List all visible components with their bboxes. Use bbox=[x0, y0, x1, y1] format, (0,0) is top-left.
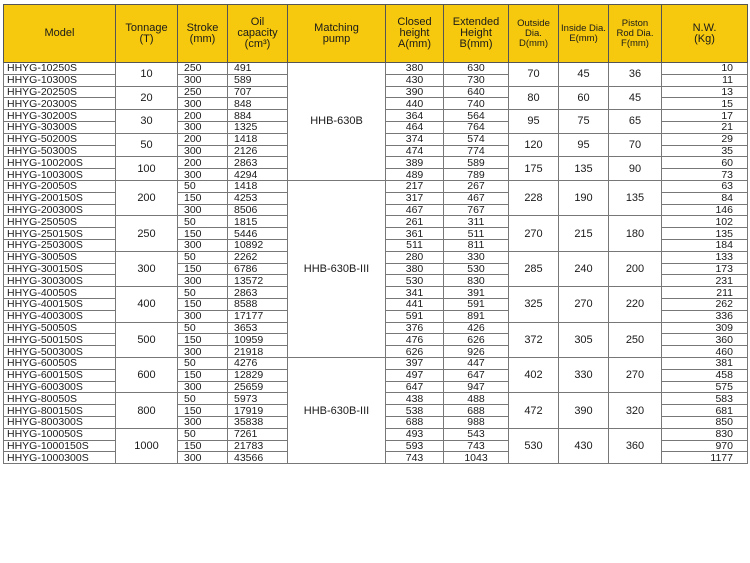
outside-dia-cell: 175 bbox=[509, 157, 559, 181]
closed-height-cell: 390 bbox=[386, 86, 444, 98]
extended-height-cell: 530 bbox=[444, 263, 509, 275]
spec-table-body bbox=[4, 63, 748, 464]
tonnage-cell: 250 bbox=[116, 216, 178, 251]
outside-dia-cell: 530 bbox=[509, 428, 559, 463]
tonnage-cell: 1000 bbox=[116, 428, 178, 463]
model-cell: HHYG-100300S bbox=[4, 169, 116, 181]
extended-height-cell: 574 bbox=[444, 133, 509, 145]
header-inside-dia: Inside Dia. E(mm) bbox=[559, 5, 609, 63]
stroke-cell: 300 bbox=[178, 275, 228, 287]
stroke-cell: 300 bbox=[178, 169, 228, 181]
header-stroke: Stroke (mm) bbox=[178, 5, 228, 63]
closed-height-cell: 440 bbox=[386, 98, 444, 110]
net-weight-cell: 262 bbox=[662, 298, 748, 310]
oil-capacity-cell: 848 bbox=[228, 98, 288, 110]
model-cell: HHYG-10300S bbox=[4, 74, 116, 86]
net-weight-cell: 15 bbox=[662, 98, 748, 110]
rod-dia-cell: 90 bbox=[609, 157, 662, 181]
header-oil-capacity: Oil capacity (cm³) bbox=[228, 5, 288, 63]
inside-dia-cell: 135 bbox=[559, 157, 609, 181]
net-weight-cell: 173 bbox=[662, 263, 748, 275]
extended-height-cell: 488 bbox=[444, 393, 509, 405]
model-cell: HHYG-30300S bbox=[4, 121, 116, 133]
net-weight-cell: 35 bbox=[662, 145, 748, 157]
extended-height-cell: 467 bbox=[444, 192, 509, 204]
header-tonnage: Tonnage (T) bbox=[116, 5, 178, 63]
stroke-cell: 250 bbox=[178, 63, 228, 75]
model-cell: HHYG-300150S bbox=[4, 263, 116, 275]
net-weight-cell: 146 bbox=[662, 204, 748, 216]
outside-dia-cell: 80 bbox=[509, 86, 559, 110]
oil-capacity-cell: 3653 bbox=[228, 322, 288, 334]
table-row bbox=[4, 63, 748, 75]
oil-capacity-cell: 13572 bbox=[228, 275, 288, 287]
oil-capacity-cell: 7261 bbox=[228, 428, 288, 440]
stroke-cell: 50 bbox=[178, 180, 228, 192]
net-weight-cell: 84 bbox=[662, 192, 748, 204]
closed-height-cell: 217 bbox=[386, 180, 444, 192]
extended-height-cell: 891 bbox=[444, 310, 509, 322]
inside-dia-cell: 215 bbox=[559, 216, 609, 251]
net-weight-cell: 460 bbox=[662, 346, 748, 358]
stroke-cell: 50 bbox=[178, 287, 228, 299]
closed-height-cell: 476 bbox=[386, 334, 444, 346]
extended-height-cell: 740 bbox=[444, 98, 509, 110]
oil-capacity-cell: 5446 bbox=[228, 228, 288, 240]
matching-pump-cell: HHB-630B-III bbox=[288, 357, 386, 463]
oil-capacity-cell: 10892 bbox=[228, 239, 288, 251]
oil-capacity-cell: 4294 bbox=[228, 169, 288, 181]
header-row bbox=[4, 5, 748, 63]
stroke-cell: 200 bbox=[178, 133, 228, 145]
stroke-cell: 200 bbox=[178, 110, 228, 122]
extended-height-cell: 647 bbox=[444, 369, 509, 381]
stroke-cell: 150 bbox=[178, 263, 228, 275]
model-cell: HHYG-1000300S bbox=[4, 452, 116, 464]
extended-height-cell: 767 bbox=[444, 204, 509, 216]
stroke-cell: 200 bbox=[178, 157, 228, 169]
closed-height-cell: 376 bbox=[386, 322, 444, 334]
tonnage-cell: 500 bbox=[116, 322, 178, 357]
extended-height-cell: 789 bbox=[444, 169, 509, 181]
stroke-cell: 300 bbox=[178, 98, 228, 110]
oil-capacity-cell: 4276 bbox=[228, 357, 288, 369]
stroke-cell: 50 bbox=[178, 322, 228, 334]
net-weight-cell: 133 bbox=[662, 251, 748, 263]
matching-pump-cell: HHB-630B-III bbox=[288, 180, 386, 357]
extended-height-cell: 688 bbox=[444, 405, 509, 417]
tonnage-cell: 200 bbox=[116, 180, 178, 215]
net-weight-cell: 29 bbox=[662, 133, 748, 145]
extended-height-cell: 811 bbox=[444, 239, 509, 251]
closed-height-cell: 688 bbox=[386, 416, 444, 428]
extended-height-cell: 630 bbox=[444, 63, 509, 75]
closed-height-cell: 591 bbox=[386, 310, 444, 322]
stroke-cell: 50 bbox=[178, 216, 228, 228]
inside-dia-cell: 240 bbox=[559, 251, 609, 286]
header-outside-dia: Outside Dia. D(mm) bbox=[509, 5, 559, 63]
model-cell: HHYG-80050S bbox=[4, 393, 116, 405]
net-weight-cell: 360 bbox=[662, 334, 748, 346]
oil-capacity-cell: 8506 bbox=[228, 204, 288, 216]
stroke-cell: 50 bbox=[178, 357, 228, 369]
outside-dia-cell: 95 bbox=[509, 110, 559, 134]
model-cell: HHYG-100050S bbox=[4, 428, 116, 440]
oil-capacity-cell: 491 bbox=[228, 63, 288, 75]
table-row bbox=[4, 357, 748, 369]
net-weight-cell: 11 bbox=[662, 74, 748, 86]
stroke-cell: 300 bbox=[178, 381, 228, 393]
net-weight-cell: 13 bbox=[662, 86, 748, 98]
oil-capacity-cell: 21783 bbox=[228, 440, 288, 452]
model-cell: HHYG-60050S bbox=[4, 357, 116, 369]
spec-table bbox=[3, 4, 748, 464]
inside-dia-cell: 330 bbox=[559, 357, 609, 392]
stroke-cell: 300 bbox=[178, 74, 228, 86]
extended-height-cell: 988 bbox=[444, 416, 509, 428]
inside-dia-cell: 430 bbox=[559, 428, 609, 463]
inside-dia-cell: 60 bbox=[559, 86, 609, 110]
oil-capacity-cell: 25659 bbox=[228, 381, 288, 393]
model-cell: HHYG-20050S bbox=[4, 180, 116, 192]
stroke-cell: 300 bbox=[178, 145, 228, 157]
net-weight-cell: 575 bbox=[662, 381, 748, 393]
oil-capacity-cell: 4253 bbox=[228, 192, 288, 204]
header-extended-height: Extended Height B(mm) bbox=[444, 5, 509, 63]
closed-height-cell: 530 bbox=[386, 275, 444, 287]
closed-height-cell: 441 bbox=[386, 298, 444, 310]
extended-height-cell: 764 bbox=[444, 121, 509, 133]
oil-capacity-cell: 10959 bbox=[228, 334, 288, 346]
inside-dia-cell: 390 bbox=[559, 393, 609, 428]
closed-height-cell: 389 bbox=[386, 157, 444, 169]
extended-height-cell: 591 bbox=[444, 298, 509, 310]
oil-capacity-cell: 21918 bbox=[228, 346, 288, 358]
header-model: Model bbox=[4, 5, 116, 63]
model-cell: HHYG-30050S bbox=[4, 251, 116, 263]
header-rod-dia: Piston Rod Dia. F(mm) bbox=[609, 5, 662, 63]
net-weight-cell: 850 bbox=[662, 416, 748, 428]
rod-dia-cell: 70 bbox=[609, 133, 662, 157]
outside-dia-cell: 70 bbox=[509, 63, 559, 87]
closed-height-cell: 489 bbox=[386, 169, 444, 181]
oil-capacity-cell: 2863 bbox=[228, 287, 288, 299]
stroke-cell: 300 bbox=[178, 239, 228, 251]
extended-height-cell: 743 bbox=[444, 440, 509, 452]
closed-height-cell: 497 bbox=[386, 369, 444, 381]
extended-height-cell: 391 bbox=[444, 287, 509, 299]
model-cell: HHYG-400300S bbox=[4, 310, 116, 322]
rod-dia-cell: 135 bbox=[609, 180, 662, 215]
inside-dia-cell: 270 bbox=[559, 287, 609, 322]
model-cell: HHYG-25050S bbox=[4, 216, 116, 228]
tonnage-cell: 400 bbox=[116, 287, 178, 322]
closed-height-cell: 374 bbox=[386, 133, 444, 145]
closed-height-cell: 438 bbox=[386, 393, 444, 405]
extended-height-cell: 543 bbox=[444, 428, 509, 440]
tonnage-cell: 800 bbox=[116, 393, 178, 428]
closed-height-cell: 647 bbox=[386, 381, 444, 393]
extended-height-cell: 267 bbox=[444, 180, 509, 192]
extended-height-cell: 830 bbox=[444, 275, 509, 287]
header-net-weight: N.W. (Kg) bbox=[662, 5, 748, 63]
model-cell: HHYG-50050S bbox=[4, 322, 116, 334]
extended-height-cell: 774 bbox=[444, 145, 509, 157]
net-weight-cell: 17 bbox=[662, 110, 748, 122]
oil-capacity-cell: 1418 bbox=[228, 180, 288, 192]
oil-capacity-cell: 35838 bbox=[228, 416, 288, 428]
stroke-cell: 300 bbox=[178, 310, 228, 322]
closed-height-cell: 361 bbox=[386, 228, 444, 240]
closed-height-cell: 380 bbox=[386, 263, 444, 275]
closed-height-cell: 743 bbox=[386, 452, 444, 464]
inside-dia-cell: 190 bbox=[559, 180, 609, 215]
rod-dia-cell: 250 bbox=[609, 322, 662, 357]
stroke-cell: 50 bbox=[178, 428, 228, 440]
oil-capacity-cell: 884 bbox=[228, 110, 288, 122]
net-weight-cell: 211 bbox=[662, 287, 748, 299]
oil-capacity-cell: 6786 bbox=[228, 263, 288, 275]
rod-dia-cell: 270 bbox=[609, 357, 662, 392]
net-weight-cell: 231 bbox=[662, 275, 748, 287]
oil-capacity-cell: 8588 bbox=[228, 298, 288, 310]
model-cell: HHYG-800150S bbox=[4, 405, 116, 417]
oil-capacity-cell: 5973 bbox=[228, 393, 288, 405]
closed-height-cell: 467 bbox=[386, 204, 444, 216]
tonnage-cell: 50 bbox=[116, 133, 178, 157]
net-weight-cell: 830 bbox=[662, 428, 748, 440]
oil-capacity-cell: 2126 bbox=[228, 145, 288, 157]
closed-height-cell: 261 bbox=[386, 216, 444, 228]
tonnage-cell: 20 bbox=[116, 86, 178, 110]
outside-dia-cell: 472 bbox=[509, 393, 559, 428]
stroke-cell: 150 bbox=[178, 298, 228, 310]
model-cell: HHYG-250150S bbox=[4, 228, 116, 240]
oil-capacity-cell: 17919 bbox=[228, 405, 288, 417]
tonnage-cell: 100 bbox=[116, 157, 178, 181]
closed-height-cell: 464 bbox=[386, 121, 444, 133]
net-weight-cell: 381 bbox=[662, 357, 748, 369]
stroke-cell: 250 bbox=[178, 86, 228, 98]
inside-dia-cell: 45 bbox=[559, 63, 609, 87]
closed-height-cell: 493 bbox=[386, 428, 444, 440]
model-cell: HHYG-600300S bbox=[4, 381, 116, 393]
net-weight-cell: 63 bbox=[662, 180, 748, 192]
extended-height-cell: 426 bbox=[444, 322, 509, 334]
rod-dia-cell: 36 bbox=[609, 63, 662, 87]
header-matching-pump: Matching pump bbox=[288, 5, 386, 63]
net-weight-cell: 970 bbox=[662, 440, 748, 452]
extended-height-cell: 626 bbox=[444, 334, 509, 346]
outside-dia-cell: 325 bbox=[509, 287, 559, 322]
model-cell: HHYG-30200S bbox=[4, 110, 116, 122]
extended-height-cell: 589 bbox=[444, 157, 509, 169]
closed-height-cell: 364 bbox=[386, 110, 444, 122]
model-cell: HHYG-400150S bbox=[4, 298, 116, 310]
stroke-cell: 300 bbox=[178, 416, 228, 428]
net-weight-cell: 309 bbox=[662, 322, 748, 334]
rod-dia-cell: 200 bbox=[609, 251, 662, 286]
model-cell: HHYG-200300S bbox=[4, 204, 116, 216]
extended-height-cell: 330 bbox=[444, 251, 509, 263]
stroke-cell: 300 bbox=[178, 452, 228, 464]
extended-height-cell: 447 bbox=[444, 357, 509, 369]
oil-capacity-cell: 1418 bbox=[228, 133, 288, 145]
table-row bbox=[4, 180, 748, 192]
stroke-cell: 150 bbox=[178, 405, 228, 417]
model-cell: HHYG-50200S bbox=[4, 133, 116, 145]
model-cell: HHYG-500150S bbox=[4, 334, 116, 346]
net-weight-cell: 21 bbox=[662, 121, 748, 133]
closed-height-cell: 341 bbox=[386, 287, 444, 299]
net-weight-cell: 681 bbox=[662, 405, 748, 417]
model-cell: HHYG-1000150S bbox=[4, 440, 116, 452]
oil-capacity-cell: 1815 bbox=[228, 216, 288, 228]
net-weight-cell: 10 bbox=[662, 63, 748, 75]
net-weight-cell: 73 bbox=[662, 169, 748, 181]
inside-dia-cell: 305 bbox=[559, 322, 609, 357]
model-cell: HHYG-100200S bbox=[4, 157, 116, 169]
model-cell: HHYG-500300S bbox=[4, 346, 116, 358]
tonnage-cell: 600 bbox=[116, 357, 178, 392]
outside-dia-cell: 120 bbox=[509, 133, 559, 157]
extended-height-cell: 511 bbox=[444, 228, 509, 240]
model-cell: HHYG-200150S bbox=[4, 192, 116, 204]
stroke-cell: 150 bbox=[178, 192, 228, 204]
extended-height-cell: 947 bbox=[444, 381, 509, 393]
net-weight-cell: 102 bbox=[662, 216, 748, 228]
closed-height-cell: 430 bbox=[386, 74, 444, 86]
extended-height-cell: 564 bbox=[444, 110, 509, 122]
oil-capacity-cell: 43566 bbox=[228, 452, 288, 464]
closed-height-cell: 593 bbox=[386, 440, 444, 452]
header-closed-height: Closed height A(mm) bbox=[386, 5, 444, 63]
outside-dia-cell: 372 bbox=[509, 322, 559, 357]
stroke-cell: 50 bbox=[178, 251, 228, 263]
extended-height-cell: 640 bbox=[444, 86, 509, 98]
model-cell: HHYG-300300S bbox=[4, 275, 116, 287]
outside-dia-cell: 270 bbox=[509, 216, 559, 251]
extended-height-cell: 311 bbox=[444, 216, 509, 228]
closed-height-cell: 280 bbox=[386, 251, 444, 263]
tonnage-cell: 30 bbox=[116, 110, 178, 134]
tonnage-cell: 300 bbox=[116, 251, 178, 286]
matching-pump-cell: HHB-630B bbox=[288, 63, 386, 181]
model-cell: HHYG-20300S bbox=[4, 98, 116, 110]
oil-capacity-cell: 2262 bbox=[228, 251, 288, 263]
net-weight-cell: 1177 bbox=[662, 452, 748, 464]
net-weight-cell: 583 bbox=[662, 393, 748, 405]
stroke-cell: 50 bbox=[178, 393, 228, 405]
outside-dia-cell: 285 bbox=[509, 251, 559, 286]
model-cell: HHYG-50300S bbox=[4, 145, 116, 157]
stroke-cell: 150 bbox=[178, 228, 228, 240]
model-cell: HHYG-40050S bbox=[4, 287, 116, 299]
rod-dia-cell: 180 bbox=[609, 216, 662, 251]
closed-height-cell: 474 bbox=[386, 145, 444, 157]
net-weight-cell: 336 bbox=[662, 310, 748, 322]
model-cell: HHYG-800300S bbox=[4, 416, 116, 428]
outside-dia-cell: 402 bbox=[509, 357, 559, 392]
stroke-cell: 300 bbox=[178, 121, 228, 133]
inside-dia-cell: 95 bbox=[559, 133, 609, 157]
net-weight-cell: 184 bbox=[662, 239, 748, 251]
extended-height-cell: 926 bbox=[444, 346, 509, 358]
stroke-cell: 300 bbox=[178, 346, 228, 358]
rod-dia-cell: 320 bbox=[609, 393, 662, 428]
extended-height-cell: 1043 bbox=[444, 452, 509, 464]
stroke-cell: 150 bbox=[178, 334, 228, 346]
rod-dia-cell: 65 bbox=[609, 110, 662, 134]
rod-dia-cell: 220 bbox=[609, 287, 662, 322]
extended-height-cell: 730 bbox=[444, 74, 509, 86]
oil-capacity-cell: 12829 bbox=[228, 369, 288, 381]
rod-dia-cell: 360 bbox=[609, 428, 662, 463]
closed-height-cell: 380 bbox=[386, 63, 444, 75]
model-cell: HHYG-250300S bbox=[4, 239, 116, 251]
model-cell: HHYG-20250S bbox=[4, 86, 116, 98]
closed-height-cell: 511 bbox=[386, 239, 444, 251]
net-weight-cell: 60 bbox=[662, 157, 748, 169]
model-cell: HHYG-600150S bbox=[4, 369, 116, 381]
outside-dia-cell: 228 bbox=[509, 180, 559, 215]
stroke-cell: 150 bbox=[178, 440, 228, 452]
tonnage-cell: 10 bbox=[116, 63, 178, 87]
oil-capacity-cell: 2863 bbox=[228, 157, 288, 169]
rod-dia-cell: 45 bbox=[609, 86, 662, 110]
closed-height-cell: 626 bbox=[386, 346, 444, 358]
closed-height-cell: 538 bbox=[386, 405, 444, 417]
net-weight-cell: 458 bbox=[662, 369, 748, 381]
closed-height-cell: 397 bbox=[386, 357, 444, 369]
stroke-cell: 300 bbox=[178, 204, 228, 216]
oil-capacity-cell: 707 bbox=[228, 86, 288, 98]
model-cell: HHYG-10250S bbox=[4, 63, 116, 75]
oil-capacity-cell: 17177 bbox=[228, 310, 288, 322]
oil-capacity-cell: 1325 bbox=[228, 121, 288, 133]
stroke-cell: 150 bbox=[178, 369, 228, 381]
inside-dia-cell: 75 bbox=[559, 110, 609, 134]
net-weight-cell: 135 bbox=[662, 228, 748, 240]
oil-capacity-cell: 589 bbox=[228, 74, 288, 86]
closed-height-cell: 317 bbox=[386, 192, 444, 204]
